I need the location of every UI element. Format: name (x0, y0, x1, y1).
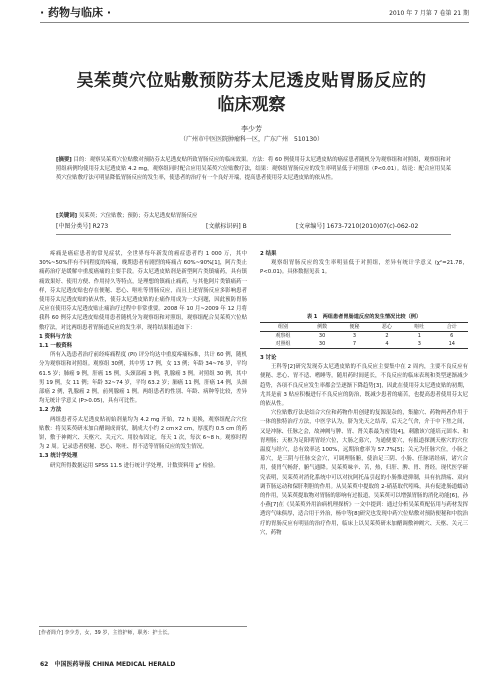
section-label: · 药物与临床 · (40, 6, 112, 19)
paragraph: 王科等[2]研究发现芬太尼透皮贴的不良反应主要集中在 2 周内，主要不良反应有便秘、恶心、胃不适、嗜睡等，随用药时间延长，不良反应的临床表现和类型逐渐减少趋势，各项不良反应发生率都会呈逐渐下降趋势[3]，因此在使用芬太尼透皮贴的初期，尤其是前 3 贴应积极进行不良反应的防治，既减少患者的痛苦，也提高患者使用芬太尼的依从性。 (260, 364, 468, 408)
keywords-text: 吴茱萸；穴位贴敷；预防；芬太尼透皮贴胃肠反应 (78, 213, 198, 219)
author: 李少芳 (241, 125, 262, 133)
doc-code: [文献标识码] B (206, 223, 247, 230)
subsection-heading: 1.1 一般资料 (39, 343, 72, 350)
page-number: 62 (40, 661, 49, 668)
section-heading: 2 结果 (260, 251, 277, 257)
table-cell: 3 (352, 333, 357, 339)
abstract-label: [摘要] (56, 157, 72, 163)
table-cell: 3 (417, 341, 421, 347)
subsection-heading: 1.2 方法 (39, 407, 62, 414)
page-footer (40, 659, 175, 668)
author-footnote: [作者简介] 李少芳，女，39 岁，主管护师，职务：护士长。 (39, 630, 173, 636)
table-cell: 30 (318, 333, 326, 339)
table-cell: 14 (448, 341, 455, 347)
abstract-text: 目的：观察吴茱萸穴位贴敷对预防芬太尼透皮贴所致胃肠反应的临床效果。方法：将 60 例使用芬太尼透皮贴的癌症患者随机分为观察组和对照组，观察组和对照组病例均使用芬太尼透皮贴 4.2 mg，观察组同时配合应用吴茱萸穴位贴敷疗法，结果：观察组胃肠反应的发生率明显低于对照组（P<0.01）。结论：配合应用吴茱萸穴位贴敷疗法可明显降低胃肠反应的发生率，使患者的治疗有一个良好开端，提高患者使用芬太尼透皮贴的依从性。 (56, 157, 451, 182)
journal-name: 中国医药导报 CHINA MEDICAL HERALD (54, 661, 176, 668)
table-header-cell: 恶心 (381, 324, 392, 330)
abstract-rule (56, 234, 451, 235)
keywords-label: [关键词] (56, 213, 78, 219)
footnote-rule (39, 626, 247, 627)
issue-info: 2010 年 7 月第 7 卷第 21 期 (389, 10, 469, 17)
paragraph: 两组患者芬太尼透皮贴初始剂量均为 4.2 mg 开始，72 h 更换，观察组配合穴位贴敷：将吴茱萸研末加白醋调成膏状，制成大小约 2 cm×2 cm，厚度约 0.5 cm 的药饼，敷于神阙穴、天枢穴、关元穴、用胶布固定，每天 1 次，每次 6~8 h。观察时程为 2 周。记录患者便秘、恶心、呕吐、胃不适等胃肠反应的发生情况。 (39, 416, 247, 451)
section-heading: 1 资料与方法 (39, 333, 72, 340)
table-cell: 7 (352, 341, 357, 347)
paragraph: 疼痛是癌症患者的常见症状，全世界每年新发的癌症患者约 1 000 万，其中 30%~50%伴有不同程度的疼痛，晚期患者有剧烈的疼痛占 60%~90%[1]，阿片类止痛药治疗是缓解中重度癌痛的主要手段。芬太尼透皮贴剂是新型阿片类镇痛药，具有镇痛效果好、使用方便、作用持久等特点，是理想的镇痛止痛药，与其他阿片类镇痛药一样，芬太尼透皮贴也存在便秘、恶心、呕吐等胃肠反应，而且上述胃肠反应多影响患者使用芬太尼透皮贴的依从性，使芬太尼透皮贴的止痛作用成为一大问题，因此预防胃肠反应在使用芬太尼透皮贴止痛治疗过程中非常重要。2008 年 10 月~2009 年 12 月将我科 60 例芬太尼透皮贴使用患者随机分为观察组和对照组，观察组配合吴茱萸穴位贴敷疗法，对比两组患者胃肠道反应的发生率，现将结果报道如下： (39, 251, 247, 331)
right-column-top (260, 250, 468, 278)
table-header-cell: 组别 (277, 324, 288, 330)
header-rule (40, 22, 469, 23)
abstract (56, 156, 451, 184)
table-cell: 对照组 (275, 341, 291, 347)
table-cell: 6 (450, 333, 454, 339)
table-row (260, 332, 468, 341)
table-cell: 30 (318, 341, 326, 347)
affiliation: （广州市中医医院肿瘤科一区，广东广州 510130） (180, 136, 323, 143)
article-number: [文章编号] 1673-7210(2010)07(c)-062-02 (296, 223, 419, 230)
table-header-cell: 例数 (317, 324, 328, 330)
table-header-cell: 呕吐 (414, 324, 425, 330)
table-header-row (260, 323, 468, 332)
article-title-line2: 临床观察 (217, 95, 286, 115)
table-cell: 4 (385, 341, 389, 347)
article-title-line1: 吴茱萸穴位贴敷预防芬太尼透皮贴胃肠反应的 (76, 71, 427, 91)
table-body (260, 332, 468, 349)
paragraph: 穴位贴敷疗法是结合穴位和药物作用创建的复源混杂的，集腧穴、药物两者作用于一体的独特治疗方法，中医学认为，脐为先天之结蒂，后天之气舍，介于中下焦之间，又是冲脉、任脉之会，故神阙与脾、胃、肾关系最为密切[4]，刺激该穴能培元固本、和胃理肠；天枢为足阳明胃经穴位，大肠之募穴，为通便要穴，有报道探测天枢穴的穴位温度与经穴，总有效率达 100%，远期治愈率为 57.7%[5]；关元为任脉穴位，小肠之募穴，是三阴与任脉交会穴，可调理肠腑，使治足三阴、小肠、任脉诸经病，诸穴合用，使胃气畅舒，腑气通降。吴茱萸味辛、苦，热，归肝、脾、胃、肾经。现代医学研究表明，吴茱萸对消化系统中可以对抗阿托品引起的小肠推进抑制，具有抗溃疡、双向调节肠运动和保肝利胆的作用。从吴茱萸中提取的 2-硝基取代吲哚，具有促进肠道蠕动的作用，吴茱萸提取物对胃肠的影响有过报道，吴茱萸可以增强胃肠的消化功能[6]，孙小燕[7]在《吴茱萸外用治病机理探析》一文中提到：通过分析吴茱萸配伍用与药材发挥透窍气味俱厚，适合用于外治，杨中等[8]研究也发现中药穴位贴敷对预防便秘和中脘治疗的胃肠反应有明显的治疗作用，临床上以吴茱萸研末加醋调敷神阙穴、天枢、关元三穴，药物 (260, 410, 468, 536)
table-header-cell: 合计 (446, 324, 457, 330)
keywords (56, 211, 451, 219)
results-table (260, 322, 468, 349)
paragraph: 研究所得数据运用 SPSS 11.5 进行统计学处理，计数资料用 χ² 检验。 (50, 462, 219, 469)
clc-code: [中图分类号] R273 (56, 223, 109, 230)
paragraph: 观察组胃肠反应的发生率明显低于对照组，差异有统计学意义 (χ²=21.78，P<0.01)。具体数据见表 1。 (260, 260, 468, 276)
table-cell: 2 (385, 333, 389, 339)
table-row (260, 340, 468, 349)
table-caption: 表 1 两组患者胃肠道反应的发生情况比较（例） (306, 314, 422, 320)
paragraph: 所有入选患者治疗前经疼痛程度 (PI) 评分均达中重度疼痛标准，共计 60 例，随机分为观察组和对照组。观察组 30例，其中男 17 例，女 13 例；年龄 34~76 岁，平均 61.5 岁；肺癌 9 例，肝癌 15 例，头颈部癌 3 例，乳腺癌 3 例。对照组 30 例，其中男 19 例，女 11 例；年龄 32~74 岁，平均 63.2 岁；肺癌 11 例，肝癌 14 例，头颈部癌 2 例，乳腺癌 2 例，前列腺癌 1 例。两组患者的性别、年龄、病种等比较，差异均无统计学意义 (P>0.05)，具有可比性。 (39, 352, 247, 405)
right-column-bottom (260, 354, 468, 538)
subsection-heading: 1.3 统计学处理 (39, 453, 78, 460)
classification-codes (56, 221, 451, 230)
table-header-cell: 便秘 (349, 324, 360, 330)
table-cell: 观察组 (275, 333, 291, 339)
section-heading: 3 讨论 (260, 355, 277, 361)
left-column (39, 250, 247, 471)
table-cell: 1 (417, 333, 421, 339)
